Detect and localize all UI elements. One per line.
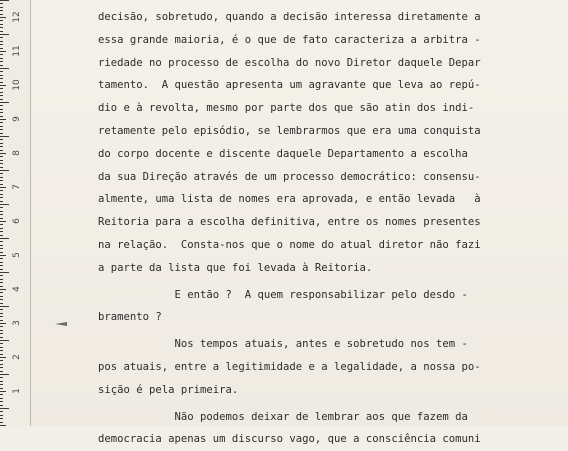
text-line: Não podemos deixar de lembrar aos que fazem da (98, 410, 468, 423)
ruler-number: 12 (12, 11, 22, 23)
ruler-number: 9 (12, 116, 22, 122)
text-line: a parte da lista que foi levada à Reitoria. (98, 261, 373, 274)
text-line: decisão, sobretudo, quando a decisão interessa diretamente a (98, 11, 481, 23)
text-line: sição é pela primeira. (98, 383, 239, 396)
ruler-number: 5 (12, 252, 22, 258)
text-line: tamento. A questão apresenta um agravante que leva ao repú- (98, 79, 481, 92)
text-line: na relação. Consta-nos que o nome do atual diretor não fazi (98, 238, 481, 251)
text-line: pos atuais, entre a legitimidade e a legalidade, a nossa po- (98, 360, 481, 373)
text-line: Reitoria para a escolha definitiva, entre os nomes presentes (98, 216, 481, 229)
text-line: riedade no processo de escolha do novo Diretor daquele Depar (98, 56, 481, 69)
text-line: dio e à revolta, mesmo por parte dos que são atin dos indi- (98, 102, 475, 115)
ruler-number: 3 (12, 320, 22, 326)
text-line: da sua Direção através de um processo democrático: consensu- (98, 170, 481, 183)
ruler-number: 1 (12, 388, 22, 394)
text-line: E então ? A quem responsabilizar pelo desdo - (98, 288, 468, 301)
ruler-number: 10 (12, 79, 22, 91)
text-line: essa grande maioria, é o que de fato caracteriza a arbitra - (98, 33, 481, 46)
text-line: bramento ? (98, 311, 162, 324)
text-line: almente, uma lista de nomes era aprovada, e então levada à (98, 193, 481, 206)
text-line: democracia apenas um discurso vago, que a consciência comuni (98, 433, 481, 446)
ruler-number: 2 (12, 354, 22, 360)
ruler-number: 8 (12, 150, 22, 156)
text-line: do corpo docente e discente daquele Departamento a escolha (98, 147, 468, 160)
ruler-number: 6 (12, 218, 22, 224)
ruler (0, 0, 31, 426)
document-text (98, 6, 510, 451)
margin-mark-icon (54, 320, 68, 328)
ruler-number: 4 (12, 286, 22, 292)
ruler-number: 11 (12, 45, 22, 57)
ruler-number: 7 (12, 184, 22, 190)
text-line: retamente pelo episódio, se lembrarmos que era uma conquista (98, 124, 481, 137)
text-line: Nos tempos atuais, antes e sobretudo nos tem - (98, 338, 468, 351)
